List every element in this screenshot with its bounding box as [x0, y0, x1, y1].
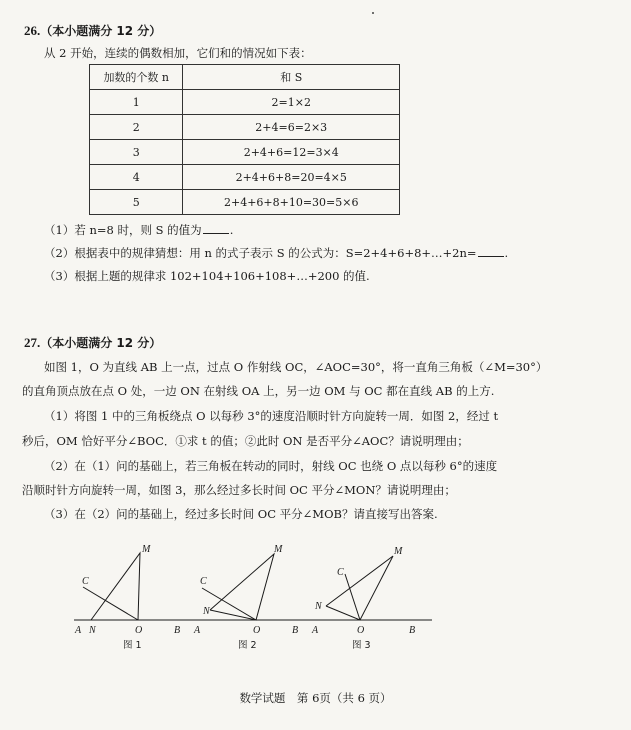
label-m: M	[142, 544, 151, 555]
cell-count: 1	[90, 90, 183, 115]
figure-1	[74, 553, 200, 620]
cell-sum: 2+4+6=12=3×4	[183, 140, 400, 165]
q26-sub2-end: .	[504, 246, 509, 260]
page-footer: 数学试题 第 6页（共 6 页）	[239, 691, 392, 705]
table-row	[90, 115, 400, 140]
figure-3	[310, 556, 432, 620]
q26-number: 26.	[24, 23, 41, 38]
q27-p3a: （2）在（1）问的基础上，若三角板在转动的同时，射线 OC 也绕 O 点以每秒 6°的速度	[44, 459, 498, 473]
label-n: N	[315, 601, 322, 612]
label-c: C	[82, 576, 89, 587]
q27-p1b: 的直角顶点放在点 O 处，一边 ON 在射线 OA 上，另一边 OM 与 OC 都在直线 AB 的上方.	[22, 384, 495, 398]
figure-2	[192, 554, 316, 620]
table-row	[90, 90, 400, 115]
q27-p3b: 沿顺时针方向旋转一周，如图 3，那么经过多长时间 OC 平分∠MON？请说明理由；	[22, 483, 456, 497]
figure-2-caption: 图 2	[238, 640, 257, 651]
triangle-mon	[326, 556, 393, 620]
q27-p2a: （1）将图 1 中的三角板绕点 O 以每秒 3°的速度沿顺时针方向旋转一周．如图 2，经过 t	[44, 409, 499, 423]
figures-svg	[60, 538, 460, 658]
label-m: M	[274, 544, 283, 555]
label-c: C	[337, 567, 344, 578]
q26-sub1-end: .	[229, 223, 234, 237]
label-o: O	[135, 625, 143, 636]
figure-1-caption: 图 1	[123, 640, 142, 651]
q26-intro: 从 2 开始，连续的偶数相加，它们和的情况如下表：	[44, 46, 312, 60]
q26-points: （本小题满分 12 分）	[40, 24, 162, 38]
figure-3-caption: 图 3	[352, 640, 371, 651]
label-b: B	[409, 625, 416, 636]
figures	[60, 538, 460, 658]
table-row	[90, 140, 400, 165]
ray-oc	[345, 574, 360, 620]
sum-table	[89, 64, 400, 215]
q27-points: （本小题满分 12 分）	[40, 336, 162, 350]
cell-sum: 2+4=6=2×3	[183, 115, 400, 140]
label-n: N	[203, 606, 210, 617]
q26-sub2-text: （2）根据表中的规律猜想：用 n 的式子表示 S 的公式为：S=2+4+6+8+…+2n=	[44, 246, 477, 260]
q26-sub2	[44, 245, 508, 261]
label-a: A	[194, 625, 201, 636]
label-m: M	[394, 546, 403, 557]
label-c: C	[200, 576, 207, 587]
label-n: N	[89, 625, 96, 636]
cell-sum: 2+4+6+8+10=30=5×6	[183, 190, 400, 215]
table-row	[90, 165, 400, 190]
q27-p4: （3）在（2）问的基础上，经过多长时间 OC 平分∠MOB？请直接写出答案.	[44, 507, 438, 521]
q26-heading	[24, 22, 161, 39]
cell-count: 2	[90, 115, 183, 140]
ray-oc	[83, 587, 138, 620]
q27-number: 27.	[24, 335, 41, 350]
triangle-mon	[91, 553, 140, 620]
table-row	[90, 190, 400, 215]
label-b: B	[174, 625, 181, 636]
cell-sum: 2=1×2	[183, 90, 400, 115]
header-count: 加数的个数 n	[90, 65, 183, 90]
q26-sub1	[44, 222, 233, 238]
scan-speck	[372, 12, 374, 14]
cell-count: 3	[90, 140, 183, 165]
q27-p2b: 秒后，OM 恰好平分∠BOC．①求 t 的值；②此时 ON 是否平分∠AOC？请说明理由；	[22, 434, 469, 448]
label-o: O	[253, 625, 261, 636]
cell-count: 5	[90, 190, 183, 215]
q27-heading	[24, 334, 161, 351]
cell-count: 4	[90, 165, 183, 190]
q26-sub3: （3）根据上题的规律求 102+104+106+108+…+200 的值.	[44, 269, 370, 283]
answer-blank[interactable]	[478, 255, 504, 257]
answer-blank[interactable]	[203, 232, 229, 234]
label-a: A	[312, 625, 319, 636]
header-sum: 和 S	[183, 65, 400, 90]
triangle-mon	[210, 554, 274, 620]
label-a: A	[75, 625, 82, 636]
q26-sub1-text: （1）若 n=8 时，则 S 的值为	[44, 223, 202, 237]
table-header-row	[90, 65, 400, 90]
q27-p1a: 如图 1，O 为直线 AB 上一点，过点 O 作射线 OC，∠AOC=30°，将一直角三角板（∠M=30°）	[44, 360, 548, 374]
label-b: B	[292, 625, 299, 636]
cell-sum: 2+4+6+8=20=4×5	[183, 165, 400, 190]
label-o: O	[357, 625, 365, 636]
